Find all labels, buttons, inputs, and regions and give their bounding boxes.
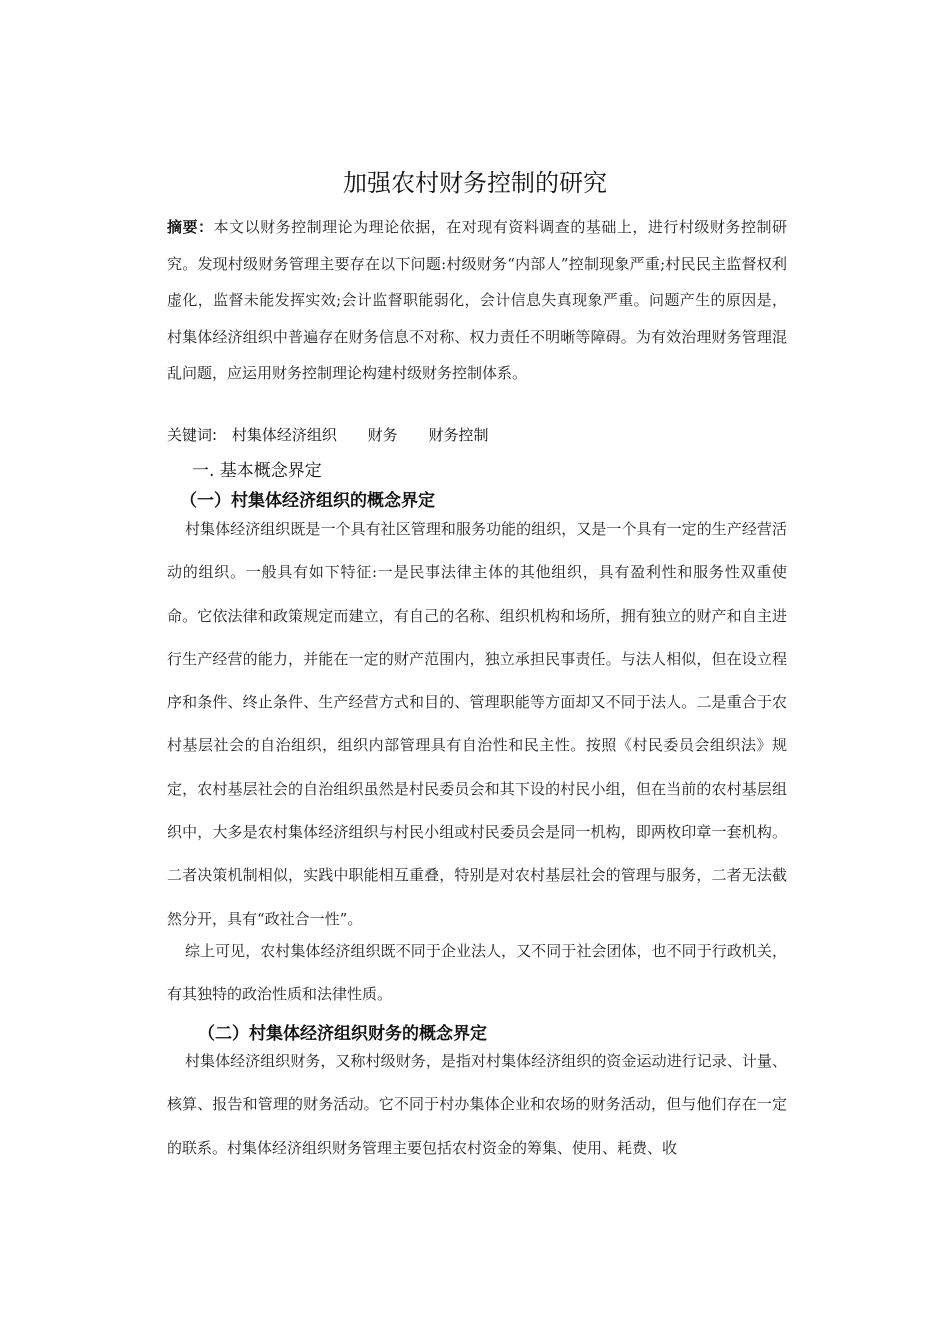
body-paragraph-1: 村集体经济组织既是一个具有社区管理和服务功能的组织，又是一个具有一定的生产经营活动的组织。一般具有如下特征:一是民事法律主体的其他组织，具有盈利性和服务性双重使命。它依法律和政策规定而建立，有自己的名称、组织机构和场所，拥有独立的财产和自主进行生产经营的能力，并能在一定的财产范围内，独立承担民事责任。与法人相似，但在设立程序和条件、终止条件、生产经营方式和目的、管理职能等方面却又不同于法人。二是重合于农村基层社会的自治组织，组织内部管理具有自治性和民主性。按照《村民委员会组织法》规定，农村基层社会的自治组织虽然是村民委员会和其下设的村民小组，但在当前的农村基层组织中，大多是农村集体经济组织与村民小组或村民委员会是同一机构，即两枚印章一套机构。二者决策机制相似，实践中职能相互重叠，特别是对农村基层社会的管理与服务，二者无法截然分开，具有“政社合一性”。 <box>167 520 787 928</box>
keyword-item: 村集体经济组织 <box>231 426 337 444</box>
document-title: 加强农村财务控制的研究 <box>343 169 607 197</box>
body-paragraph-3: 村集体经济组织财务，又称村级财务，是指对村集体经济组织的资金运动进行记录、计量、核算、报告和管理的财务活动。它不同于村办集体企业和农场的财务活动，但与他们存在一定的联系。村集体经济组织财务管理主要包括农村资金的筹集、使用、耗费、收 <box>167 1052 787 1157</box>
keyword-item: 财务控制 <box>428 426 489 444</box>
keyword-item: 财务 <box>367 426 398 444</box>
abstract-label: 摘要： <box>167 218 214 236</box>
body-paragraph-2: 综上可见，农村集体经济组织既不同于企业法人，又不同于社会团体，也不同于行政机关，有其独特的政治性质和法律性质。 <box>167 942 787 1004</box>
section-heading: 一. 基本概念界定 <box>192 461 322 481</box>
keywords-label: 关键词: <box>167 426 218 444</box>
abstract-text: 本文以财务控制理论为理论依据，在对现有资料调查的基础上，进行村级财务控制研究。发现村级财务管理主要存在以下问题:村级财务“内部人”控制现象严重;村民民主监督权利虚化，监督未能发挥实效;会计监督职能弱化，会计信息失真现象严重。问题产生的原因是，村集体经济组织中普遍存在财务信息不对称、权力责任不明晰等障碍。为有效治理财务管理混乱问题，应运用财务控制理论构建村级财务控制体系。 <box>167 218 787 382</box>
subsection-heading-1: （一）村集体经济组织的概念界定 <box>180 491 435 511</box>
keywords-line <box>167 421 787 449</box>
abstract-paragraph <box>167 209 787 392</box>
subsection-heading-2: （二）村集体经济组织财务的概念界定 <box>198 1024 487 1044</box>
